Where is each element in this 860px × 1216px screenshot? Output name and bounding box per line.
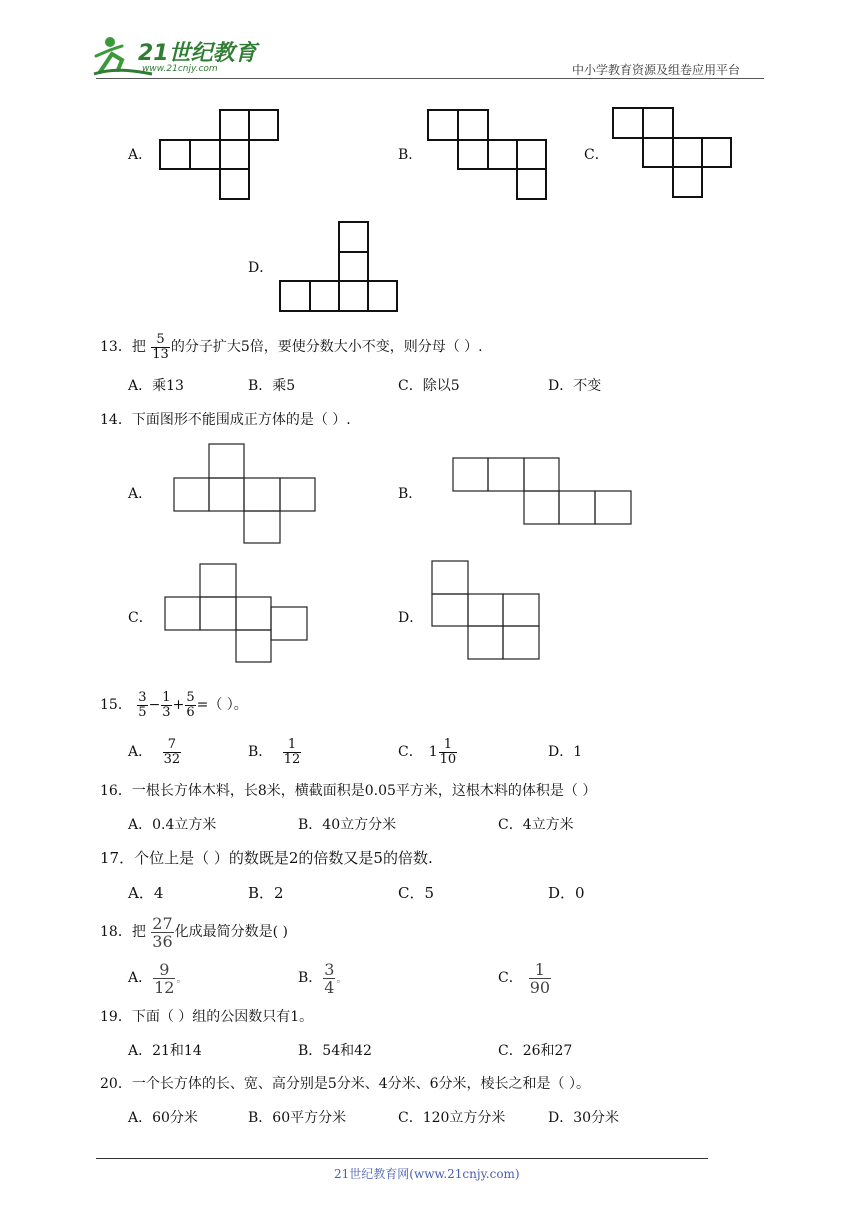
q20-text: 一个长方体的长、宽、高分别是5分米、4分米、6分米，棱长之和是（ ）。 [131,1076,590,1092]
q15-f1-den: 5 [138,704,147,720]
q14-option-b-label[interactable]: B． [398,486,423,502]
question-15 [100,685,248,725]
q15-opt-b-label: B． [248,744,273,760]
q20-option-b[interactable]: B．60平方分米 [248,1110,347,1126]
q12-net-c [612,107,734,200]
q15-option-a[interactable] [128,732,182,772]
q15-opt-c-frac [439,738,458,767]
q18-pre: 把 [131,924,146,940]
q18-opt-c-frac [529,961,551,996]
q13-option-c[interactable]: C．除以5 [398,378,460,394]
q12-net-b [427,109,549,202]
q12-net-a [159,109,281,202]
q14-net-d [431,560,543,662]
q13-post: 的分子扩大5倍，要使分数大小不变，则分母（ ）. [170,339,483,355]
q13-fraction [151,333,170,362]
q15-opt-c-whole: 1 [428,744,438,760]
q19-number: 19． [100,1009,132,1025]
q15-number: 15． [100,697,132,713]
q18-opt-b-frac [323,961,335,996]
q20-number: 20． [100,1076,132,1092]
q12-option-b-label[interactable]: B． [398,147,423,163]
q15-opt-a-num: 7 [167,736,176,752]
q18-number: 18． [100,924,132,940]
q18-opt-c-label: C． [498,970,523,986]
footer-divider [96,1158,708,1159]
header-right-text: 中小学教育资源及组卷应用平台 [572,63,741,77]
footer-text[interactable]: 21世纪教育网(www.21cnjy.com) [334,1167,520,1181]
q18-post: 化成最简分数是( ) [174,924,289,940]
q12-option-d-label[interactable]: D． [248,260,274,276]
q18-opt-a-dot: 。 [176,974,187,985]
q18-opt-a-num: 9 [159,959,170,979]
q20-option-d[interactable]: D．30分米 [548,1110,620,1126]
q18-option-a[interactable] [128,958,186,1000]
question-17 [100,849,433,867]
q13-number: 13． [100,339,132,355]
q18-option-b[interactable] [298,958,346,1000]
question-16 [100,782,596,800]
q19-option-b[interactable]: B．54和42 [298,1043,372,1059]
q18-frac-den: 36 [152,931,173,951]
q18-opt-c-num: 1 [534,959,545,979]
q18-opt-a-label: A． [128,970,153,986]
q12-option-a-label[interactable]: A． [128,147,153,163]
q14-number: 14． [100,412,132,428]
q14-option-d-label[interactable]: D． [398,610,424,626]
question-20 [100,1075,590,1093]
q18-opt-b-den: 4 [324,977,335,997]
q15-f3-num: 5 [186,689,195,705]
question-14 [100,411,351,429]
q14-net-c [164,563,310,665]
q16-option-b[interactable]: B．40立方分米 [298,817,397,833]
q13-frac-den: 13 [152,346,169,362]
q17-option-a[interactable]: A．4 [128,884,164,902]
q14-net-a [173,443,319,545]
q15-opt-a-frac [163,738,182,767]
question-19 [100,1008,313,1026]
q18-opt-b-label: B． [298,970,323,986]
q15-op2: + [172,697,185,713]
q15-frac-3 [185,691,195,720]
q14-net-b [452,457,634,527]
q18-opt-b-dot: 。 [336,974,347,985]
q18-opt-a-den: 12 [154,977,175,997]
q20-option-a[interactable]: A．60分米 [128,1110,198,1126]
q13-option-b[interactable]: B．乘5 [248,378,296,394]
q13-pre: 把 [131,339,146,355]
q15-tail: =（ ）。 [196,697,248,713]
header-logo [92,32,262,80]
q14-option-c-label[interactable]: C． [128,610,153,626]
q15-opt-a-label: A． [128,744,153,760]
q13-option-d[interactable]: D．不变 [548,378,602,394]
q16-option-c[interactable]: C．4立方米 [498,817,574,833]
q18-frac-num: 27 [152,913,173,933]
q15-opt-c-num: 1 [443,736,453,752]
q12-net-d [279,221,401,314]
q17-text: 个位上是（ ）的数既是2的倍数又是5的倍数. [134,849,433,867]
q15-op1: − [148,697,161,713]
q15-frac-2 [161,691,171,720]
q18-option-c[interactable] [498,958,552,998]
q18-opt-a-frac [153,961,175,996]
q15-opt-b-num: 1 [287,736,297,752]
q15-option-d[interactable]: D．1 [548,744,583,760]
q15-f2-num: 1 [162,689,171,705]
q17-option-b[interactable]: B．2 [248,884,284,902]
q16-number: 16． [100,783,132,799]
q19-option-a[interactable]: A．21和14 [128,1043,202,1059]
header-divider [96,78,764,79]
q17-option-c[interactable]: C．5 [398,884,435,902]
q15-opt-b-den: 12 [283,751,301,767]
q19-text: 下面（ ）组的公因数只有1。 [131,1009,314,1025]
logo-text: 21世纪教育 [138,41,257,66]
q15-f3-den: 6 [186,704,195,720]
q14-text: 下面图形不能围成正方体的是（ ）. [131,412,351,428]
q15-opt-b-frac [283,738,302,767]
q17-option-d[interactable]: D．0 [548,884,585,902]
question-13 [100,327,483,367]
q20-option-c[interactable]: C．120立方分米 [398,1110,506,1126]
q14-option-a-label[interactable]: A． [128,486,153,502]
q15-f2-den: 3 [162,704,171,720]
q15-opt-c-den: 10 [439,751,457,767]
q19-option-c[interactable]: C．26和27 [498,1043,573,1059]
q16-text: 一根长方体木料，长8米，横截面积是0.05平方米，这根木料的体积是（ ） [131,783,597,799]
q18-opt-c-den: 90 [529,977,551,997]
q13-frac-num: 5 [156,331,165,347]
question-18 [100,912,288,952]
q13-option-a[interactable]: A．乘13 [128,378,184,394]
q16-option-a[interactable]: A．0.4立方米 [128,817,217,833]
q15-option-b[interactable] [248,732,302,772]
q12-option-c-label[interactable]: C． [584,147,609,163]
q15-opt-a-den: 32 [163,751,181,767]
q15-opt-c-label: C． [398,744,423,760]
q18-fraction [151,915,173,950]
q15-f1-num: 3 [138,689,147,705]
q17-number: 17． [100,849,135,867]
logo-url: www.21cnjy.com [142,64,218,74]
q15-option-c[interactable] [398,732,458,772]
q18-opt-b-num: 3 [324,959,335,979]
q15-frac-1 [137,691,147,720]
